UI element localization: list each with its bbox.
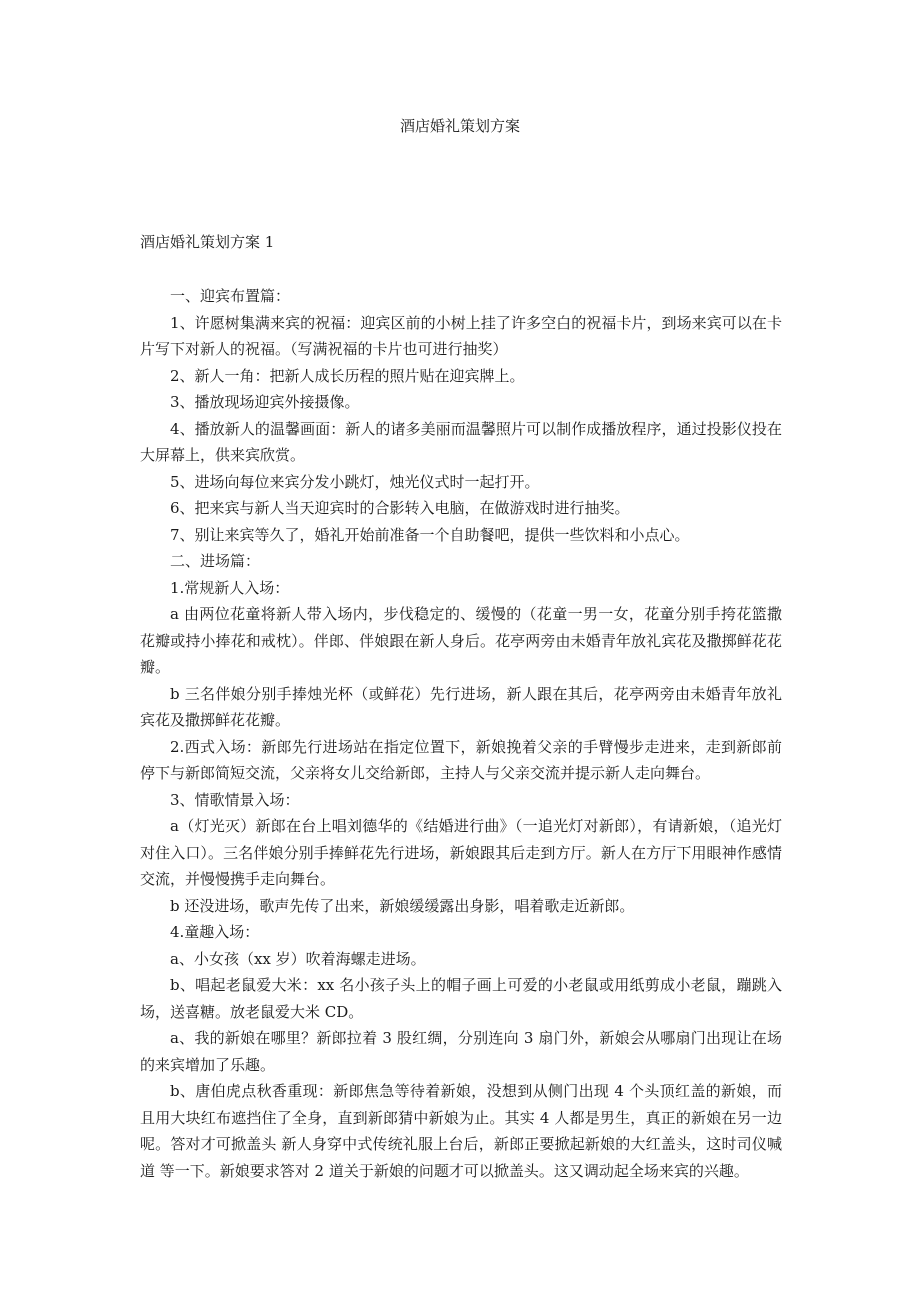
subsection-title: 4.童趣入场： (170, 923, 260, 941)
paragraph: a 由两位花童将新人带入场内，步伐稳定的、缓慢的（花童一男一女，花童分别手挎花篮撒花瓣或持小捧花和戒枕）。伴郎、伴娘跟在新人身后。花亭两旁由未婚青年放礼宾花及撒掷鲜花花瓣。 (140, 605, 782, 676)
paragraph: 2.西式入场：新郎先行进场站在指定位置下，新娘挽着父亲的手臂慢步走进来，走到新郎前停下与新郎简短交流，父亲将女儿交给新郎，主持人与父亲交流并提示新人走向舞台。 (140, 737, 782, 782)
paragraph: b、唐伯虎点秋香重现：新郎焦急等待着新娘，没想到从侧门出现 4 个头顶红盖的新娘，而且用大块红布遮挡住了全身，直到新郎猜中新娘为止。其实 4 人都是男生，真正的新娘在另一边呢。答对才可掀盖头 新人身穿中式传统礼服上台后，新郎正要掀起新娘的大红盖头，这时司仪喊道 等一下。新娘要求答对 2 道关于新娘的问题才可以掀盖头。这又调动起全场来宾的兴趣。 (140, 1082, 782, 1180)
paragraph: b、唱起老鼠爱大米：xx 名小孩子头上的帽子画上可爱的小老鼠或用纸剪成小老鼠，蹦跳入场，送喜糖。放老鼠爱大米 CD。 (140, 976, 782, 1021)
document-title: 酒店婚礼策划方案 (399, 117, 520, 135)
subsection-title: 3、情歌情景入场： (170, 790, 300, 809)
paragraph: 2、新人一角：把新人成长历程的照片贴在迎宾牌上。 (170, 366, 525, 385)
paragraph: 5、进场向每位来宾分发小跳灯，烛光仪式时一起打开。 (170, 472, 540, 491)
paragraph: b 三名伴娘分别手捧烛光杯（或鲜花）先行进场，新人跟在其后，花亭两旁由未婚青年放礼宾花及撒掷鲜花花瓣。 (140, 684, 782, 729)
paragraph: 1、许愿树集满来宾的祝福：迎宾区前的小树上挂了许多空白的祝福卡片，到场来宾可以在卡片写下对新人的祝福。（写满祝福的卡片也可进行抽奖） (140, 313, 782, 358)
paragraph: 3、播放现场迎宾外接摄像。 (170, 393, 360, 411)
section-title-welcome: 一、迎宾布置篇： (170, 287, 291, 305)
subsection-title: 1.常规新人入场： (170, 578, 290, 597)
paragraph: a、小女孩（xx 岁）吹着海螺走进场。 (170, 949, 426, 968)
paragraph: 4、播放新人的温馨画面：新人的诸多美丽而温馨照片可以制作成播放程序，通过投影仪投在大屏幕上，供来宾欣赏。 (140, 419, 782, 464)
paragraph: 6、把来宾与新人当天迎宾时的合影转入电脑，在做游戏时进行抽奖。 (170, 499, 630, 517)
paragraph: b 还没进场，歌声先传了出来，新娘缓缓露出身影，唱着歌走近新郎。 (170, 896, 635, 915)
document-body (140, 283, 782, 1184)
section-title-entrance: 二、进场篇： (170, 552, 261, 570)
paragraph: 7、别让来宾等久了，婚礼开始前准备一个自助餐吧，提供一些饮料和小点心。 (170, 525, 690, 544)
section-heading: 酒店婚礼策划方案 1 (140, 233, 275, 251)
paragraph: a、我的新娘在哪里？新郎拉着 3 股红绸，分别连向 3 扇门外，新娘会从哪扇门出现让在场的来宾增加了乐趣。 (140, 1029, 782, 1074)
paragraph: a（灯光灭）新郎在台上唱刘德华的《结婚进行曲》（一追光灯对新郎），有请新娘，（追光灯对住入口）。三名伴娘分别手捧鲜花先行进场，新娘跟其后走到方厅。新人在方厅下用眼神作感情交流，并慢慢携手走向舞台。 (140, 817, 782, 888)
